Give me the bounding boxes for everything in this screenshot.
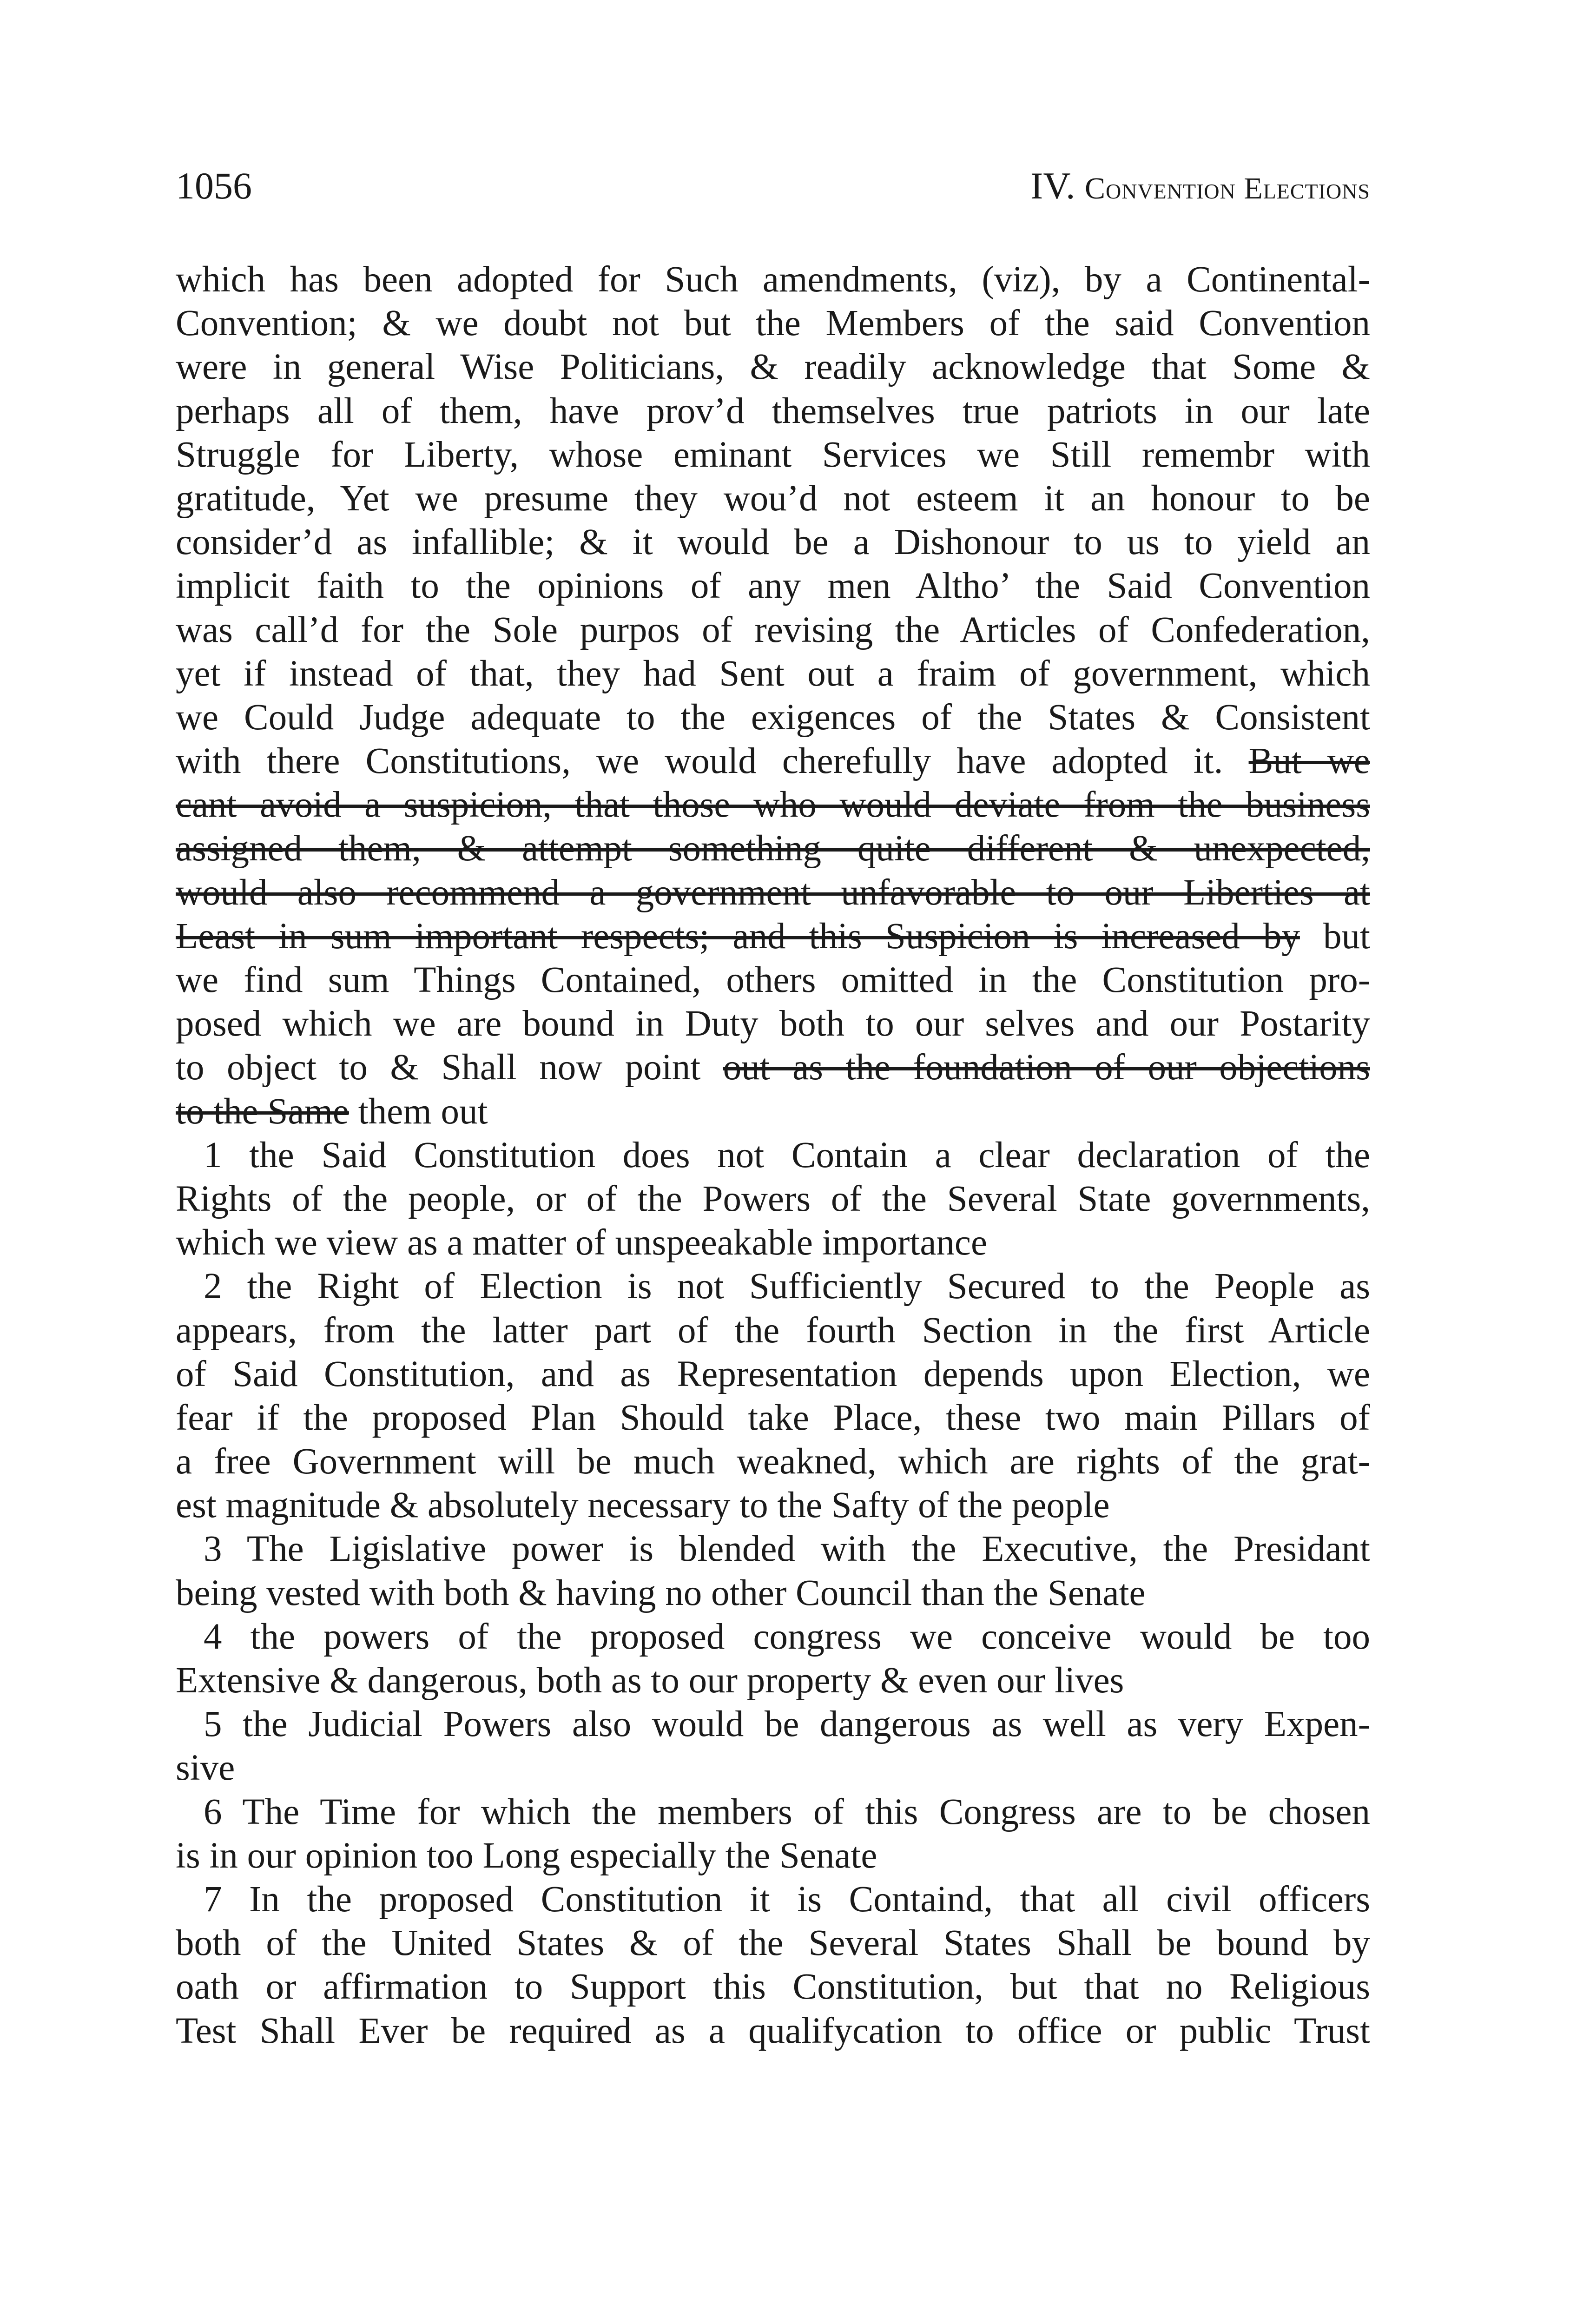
list-item-line: 7 In the proposed Constitution it is Containd, that all civil officers xyxy=(204,1879,1370,1920)
list-item-line: fear if the proposed Plan Should take Place, these two main Pillars of xyxy=(176,1397,1370,1438)
list-item-line: of Said Constitution, and as Representation depends upon Election, we xyxy=(176,1353,1370,1394)
list-item-line: 4 the powers of the proposed congress we conceive would be too xyxy=(204,1616,1370,1657)
text-line: implicit faith to the opinions of any men Altho’ the Said Convention xyxy=(176,566,1370,607)
text-segment: but xyxy=(1299,916,1370,957)
struck-line: would also recommend a government unfavorable to our Liberties at xyxy=(176,872,1370,913)
list-item-line: 6 The Time for which the members of this Congress are to be chosen xyxy=(204,1791,1370,1832)
struck-line: cant avoid a suspicion, that those who would deviate from the business xyxy=(176,785,1370,825)
text-line: were in general Wise Politicians, & readily acknowledge that Some & xyxy=(176,347,1370,388)
list-item-line: est magnitude & absolutely necessary to the Safty of the people xyxy=(176,1485,1110,1526)
list-item-line: 5 the Judicial Powers also would be dangerous as well as very Expen- xyxy=(204,1704,1370,1745)
struck-text: But we xyxy=(1248,741,1370,782)
list-item-line: 2 the Right of Election is not Sufficiently Secured to the People as xyxy=(204,1266,1370,1307)
body-text xyxy=(176,258,1370,2053)
text-line: consider’d as infallible; & it would be a Dishonour to us to yield an xyxy=(176,522,1370,563)
page-header xyxy=(176,160,1370,211)
list-item-line: is in our opinion too Long especially the Senate xyxy=(176,1835,877,1876)
struck-line: assigned them, & attempt something quite different & unexpected, xyxy=(176,828,1370,869)
text-line xyxy=(176,915,1370,958)
text-line: we Could Judge adequate to the exigences of the States & Consistent xyxy=(176,697,1370,738)
list-item-line: being vested with both & having no other Council than the Senate xyxy=(176,1572,1146,1613)
page-number: 1056 xyxy=(176,165,252,207)
list-item-line: oath or affirmation to Support this Constitution, but that no Religious xyxy=(176,1967,1370,2007)
running-head xyxy=(1030,160,1370,214)
list-item-line: appears, from the latter part of the fourth Section in the first Article xyxy=(176,1310,1370,1351)
text-line: Convention; & we doubt not but the Members of the said Convention xyxy=(176,303,1370,344)
text-segment: with there Constitutions, we would cherefully have adopted it. xyxy=(176,741,1249,782)
text-segment: them out xyxy=(349,1091,488,1132)
list-item-line: 1 the Said Constitution does not Contain a clear declaration of the xyxy=(204,1135,1370,1175)
text-line: we find sum Things Contained, others omitted in the Constitution pro- xyxy=(176,960,1370,1000)
list-item-line: Extensive & dangerous, both as to our property & even our lives xyxy=(176,1660,1124,1701)
list-item-line: Rights of the people, or of the Powers of the Several State governments, xyxy=(176,1178,1370,1219)
text-line: Struggle for Liberty, whose eminant Services we Still remembr with xyxy=(176,434,1370,475)
section-title: Convention Elections xyxy=(1085,172,1370,205)
text-line: gratitude, Yet we presume they wou’d not esteem it an honour to be xyxy=(176,478,1370,519)
list-item-line: which we view as a matter of unspeeakable importance xyxy=(176,1222,988,1263)
struck-text: out as the foundation of our objections xyxy=(723,1047,1370,1088)
text-segment: to object to & Shall now point xyxy=(176,1047,723,1088)
text-line: perhaps all of them, have prov’d themselves true patriots in our late xyxy=(176,390,1370,431)
text-line xyxy=(176,1090,1370,1134)
list-item-line: sive xyxy=(176,1748,235,1789)
text-line xyxy=(176,739,1370,783)
section-numeral: IV. xyxy=(1030,165,1085,207)
text-line xyxy=(176,1046,1370,1089)
text-line: yet if instead of that, they had Sent out a fraim of government, which xyxy=(176,653,1370,694)
list-item-line: 3 The Ligislative power is blended with the Executive, the Presidant xyxy=(204,1529,1370,1570)
list-item-line: a free Government will be much weakned, which are rights of the grat- xyxy=(176,1441,1370,1482)
struck-text: to the Same xyxy=(176,1091,349,1132)
struck-text: Least in sum important respects; and this Suspicion is increased by xyxy=(176,916,1300,957)
list-item-line: Test Shall Ever be required as a qualifycation to office or public Trust xyxy=(176,2010,1370,2051)
text-line: posed which we are bound in Duty both to our selves and our Postarity xyxy=(176,1004,1370,1044)
text-line: was call’d for the Sole purpos of revising the Articles of Confederation, xyxy=(176,609,1370,650)
text-line: which has been adopted for Such amendments, (viz), by a Continental- xyxy=(176,259,1370,300)
list-item-line: both of the United States & of the Several States Shall be bound by xyxy=(176,1923,1370,1964)
